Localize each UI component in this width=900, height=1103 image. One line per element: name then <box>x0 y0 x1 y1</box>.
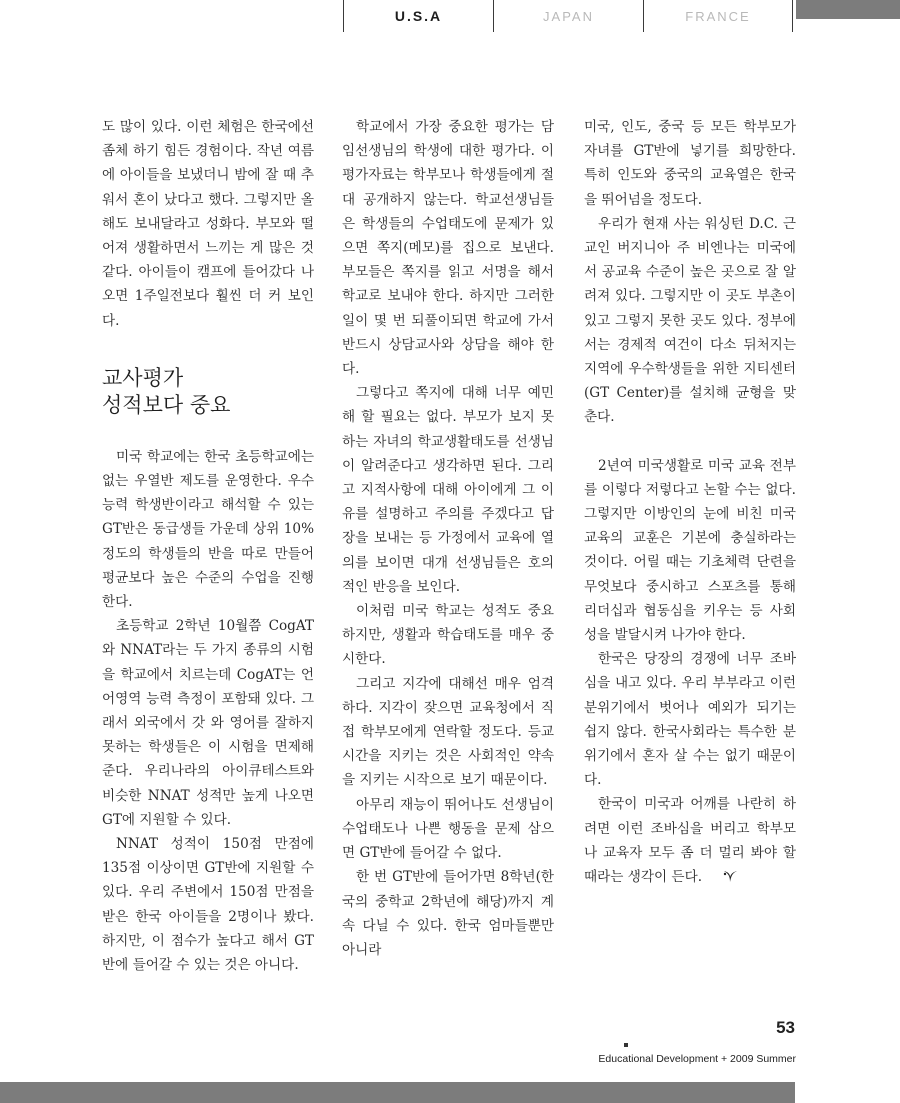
paragraph: 이처럼 미국 학교는 성적도 중요하지만, 생활과 학습태도를 매우 중시한다. <box>342 603 554 668</box>
paragraph: 미국 학교에는 한국 초등학교에는 없는 우열반 제도를 운영한다. 우수능력 학생반이라고 해석할 수 있는 GT반은 동급생들 가운데 상위 10% 정도의 학생들의 반을 따로 만들어 평균보다 높은 수준의 수업을 진행한다. <box>102 448 314 611</box>
paragraph-final-text: 한국이 미국과 어깨를 나란히 하려면 이런 조바심을 버리고 학부모나 교육자 모두 좀 더 멀리 봐야 할 때라는 생각이 든다. <box>584 796 796 886</box>
footer-bullet <box>624 1043 628 1047</box>
section-heading <box>102 365 314 419</box>
paragraph: 한국은 당장의 경쟁에 너무 조바심을 내고 있다. 우리 부부라고 이런 분위기에서 벗어나 예외가 되기는 쉽지 않다. 한국사회라는 특수한 분위기에서 혼자 살 수는 없기 때문이다. <box>584 651 796 789</box>
paragraph: 도 많이 있다. 이런 체험은 한국에선 좀체 하기 힘든 경험이다. 작년 여름에 아이들을 보냈더니 밤에 잘 때 추워서 혼이 났다고 했다. 그렇지만 올해도 보내달라고 성화다. 부모와 떨어져 생활하면서 느끼는 게 많은 것 같다. 아이들이 캠프에 들어갔다 나오면 1주일전보다 훨씬 더 커 보인다. <box>102 119 314 329</box>
paragraph: 그리고 지각에 대해선 매우 엄격하다. 지각이 잦으면 교육청에서 직접 학부모에게 연락할 정도다. 등교시간을 지키는 것은 사회적인 약속을 지키는 시작으로 보기 때문이다. <box>342 675 554 789</box>
section-tabs <box>343 0 795 32</box>
paragraph: 한 번 GT반에 들어가면 8학년(한국의 중학교 2학년에 해당)까지 계속 다닐 수 있다. 한국 엄마들뿐만 아니라 <box>342 869 554 958</box>
leaf-end-mark-icon <box>708 867 724 881</box>
corner-decoration-bar <box>796 0 900 19</box>
paragraph: NNAT 성적이 150점 만점에 135점 이상이면 GT반에 지원할 수 있다. 우리 주변에서 150점 만점을 받은 한국 아이들을 2명이나 봤다. 하지만, 이 점수가 높다고 해서 GT반에 들어갈 수 있는 것은 아니다. <box>102 836 314 974</box>
paragraph: 미국, 인도, 중국 등 모든 학부모가 자녀를 GT반에 넣기를 희망한다. 특히 인도와 중국의 교육열은 한국을 뛰어넘을 정도다. <box>584 119 796 208</box>
bottom-decoration-bar <box>0 1082 795 1103</box>
paragraph-final <box>584 792 796 889</box>
paragraph-gap <box>584 430 796 454</box>
paragraph: 그렇다고 쪽지에 대해 너무 예민해 할 필요는 없다. 부모가 보지 못하는 자녀의 학교생활태도를 선생님이 알려준다고 생각하면 된다. 그리고 지적사항에 대해 아이에게 그 이유를 설명하고 주의를 주겠다고 답장을 보내는 등 가정에서 교육에 열의를 보이면 대개 선생님들은 호의적인 반응을 보인다. <box>342 385 554 595</box>
paragraph: 학교에서 가장 중요한 평가는 담임선생님의 학생에 대한 평가다. 이 평가자료는 학부모나 학생들에게 절대 공개하지 않는다. 학교선생님들은 학생들의 수업태도에 문제가 있으면 쪽지(메모)를 집으로 보낸다. 부모들은 쪽지를 읽고 서명을 해서 학교로 보내야 한다. 하지만 그러한 일이 몇 번 되풀이되면 학교에 가서 반드시 상담교사와 상담을 해야 한다. <box>342 119 554 378</box>
paragraph: 초등학교 2학년 10월쯤 CogAT와 NNAT라는 두 가지 종류의 시험을 학교에서 치르는데 CogAT는 언어영역 능력 측정이 포함돼 있다. 그래서 외국에서 갓 와 영어를 잘하지 못하는 학생들은 이 시험을 면제해준다. 우리나라의 아이큐테스트와 비슷한 NNAT 성적만 높게 나오면 GT에 지원할 수 있다. <box>102 618 314 828</box>
article-column-1 <box>102 115 314 977</box>
tab-japan[interactable]: JAPAN <box>493 0 643 32</box>
page-number: 53 <box>776 1018 795 1037</box>
paragraph: 우리가 현재 사는 워싱턴 D.C. 근교인 버지니아 주 비엔나는 미국에서 공교육 수준이 높은 곳으로 잘 알려져 있다. 그렇지만 이 곳도 부촌이 있고 그렇지 못한 곳도 있다. 정부에서는 경제적 여건이 다소 뒤처지는 지역에 우수학생들을 위한 지티센터(GT Center)를 설치해 균형을 맞춘다. <box>584 215 796 426</box>
tab-usa[interactable]: U.S.A <box>343 0 493 32</box>
article-column-2 <box>342 115 554 962</box>
heading-line-2: 성적보다 중요 <box>102 392 231 417</box>
paragraph: 아무리 재능이 뛰어나도 선생님이 수업태도나 나쁜 행동을 문제 삼으면 GT반에 들어갈 수 없다. <box>342 796 554 862</box>
journal-name: Educational Development + 2009 Summer <box>598 1053 796 1065</box>
heading-line-1: 교사평가 <box>102 365 184 390</box>
paragraph: 2년여 미국생활로 미국 교육 전부를 이렇다 저렇다고 논할 수는 없다. 그렇지만 이방인의 눈에 비친 미국교육의 교훈은 기본에 충실하라는 것이다. 어릴 때는 기초체력 단련을 무엇보다 중시하고 스포츠를 통해 리더십과 협동심을 키우는 등 사회성을 발달시켜 나가야 한다. <box>584 457 796 644</box>
article-column-3 <box>584 115 796 889</box>
tab-france[interactable]: FRANCE <box>643 0 793 32</box>
